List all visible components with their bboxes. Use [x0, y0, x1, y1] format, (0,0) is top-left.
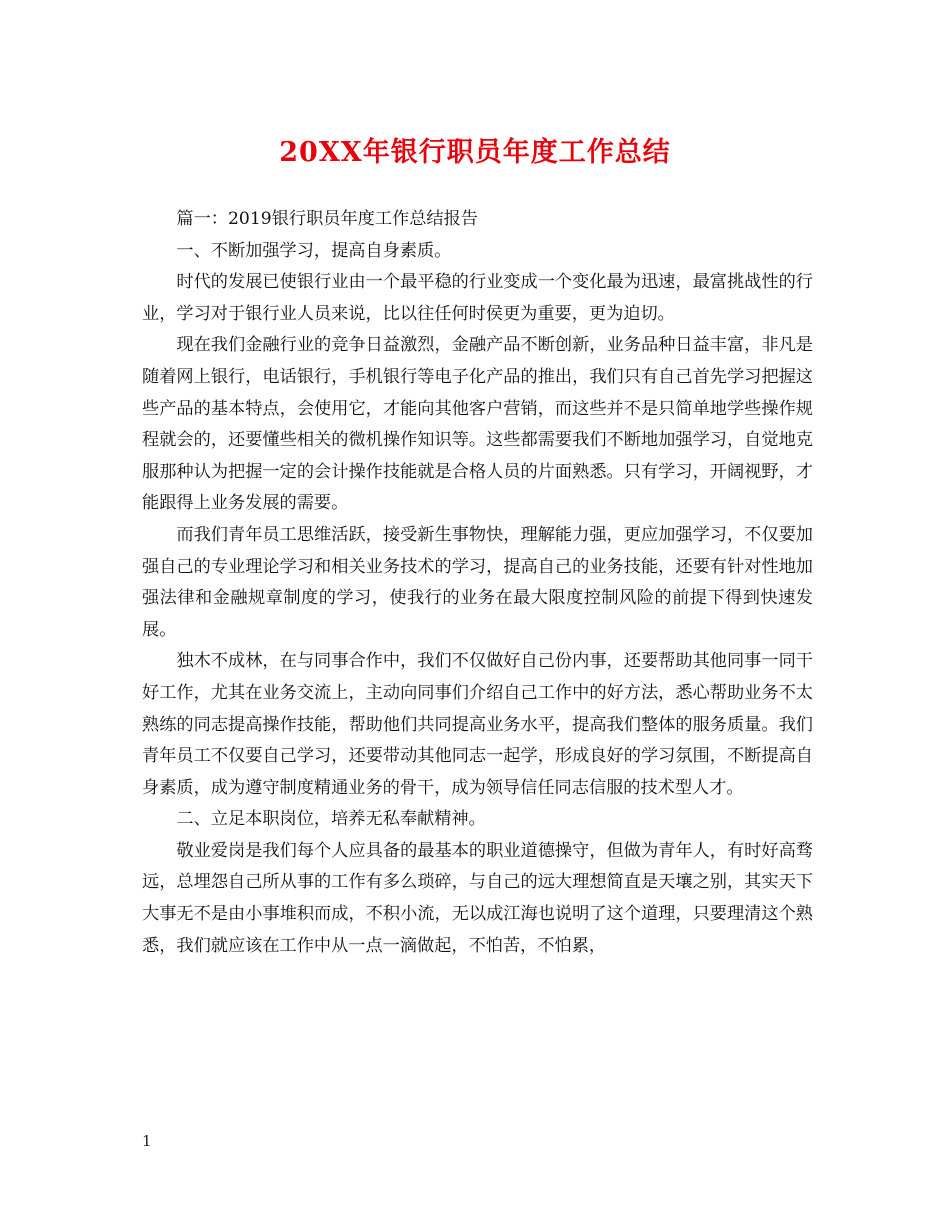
paragraph-section-heading: 篇一：2019银行职员年度工作总结报告	[176, 209, 478, 229]
paragraph: 敬业爱岗是我们每个人应具备的最基本的职业道德操守，但做为青年人，有时好高骛远，总埋怨自己所从事的工作有多么琐碎，与自己的远大理想简直是天壤之别，其实天下大事无不是由小事堆积而成，不积小流，无以成江海也说明了这个道理，只要理清这个熟悉，我们就应该在工作中从一点一滴做起，不怕苦，不怕累，	[142, 840, 813, 956]
paragraph: 而我们青年员工思维活跃，接受新生事物快，理解能力强，更应加强学习，不仅要加强自己的专业理论学习和相关业务技术的学习，提高自己的业务技能，还要有针对性地加强法律和金融规章制度的学习，使我行的业务在最大限度控制风险的前提下得到快速发展。	[142, 524, 813, 640]
paragraph-heading-2: 二、立足本职岗位，培养无私奉献精神。	[176, 809, 486, 830]
paragraph-heading-1: 一、不断加强学习，提高自身素质。	[176, 240, 452, 261]
paragraph: 现在我们金融行业的竞争日益激烈，金融产品不断创新，业务品种日益丰富，非凡是随着网上银行，电话银行，手机银行等电子化产品的推出，我们只有自己首先学习把握这些产品的基本特点，会使用它，才能向其他客户营销，而这些并不是只简单地学些操作规程就会的，还要懂些相关的微机操作知识等。这些都需要我们不断地加强学习，自觉地克服那种认为把握一定的会计操作技能就是合格人员的片面熟悉。只有学习，开阔视野，才能跟得上业务发展的需要。	[142, 335, 813, 514]
paragraph: 时代的发展已使银行业由一个最平稳的行业变成一个变化最为迅速，最富挑战性的行业，学习对于银行业人员来说，比以往任何时侯更为重要，更为迫切。	[142, 272, 813, 324]
document-body	[142, 204, 813, 962]
paragraph: 独木不成林，在与同事合作中，我们不仅做好自己份内事，还要帮助其他同事一同干好工作，尤其在业务交流上，主动向同事们介绍自己工作中的好方法，悉心帮助业务不太熟练的同志提高操作技能，帮助他们共同提高业务水平，提高我们整体的服务质量。我们青年员工不仅要自己学习，还要带动其他同志一起学，形成良好的学习氛围，不断提高自身素质，成为遵守制度精通业务的骨干，成为领导信任同志信服的技术型人才。	[142, 651, 813, 798]
page-number: 1	[142, 1132, 152, 1150]
document-title: 20XX年银行职员年度工作总结	[279, 137, 671, 168]
